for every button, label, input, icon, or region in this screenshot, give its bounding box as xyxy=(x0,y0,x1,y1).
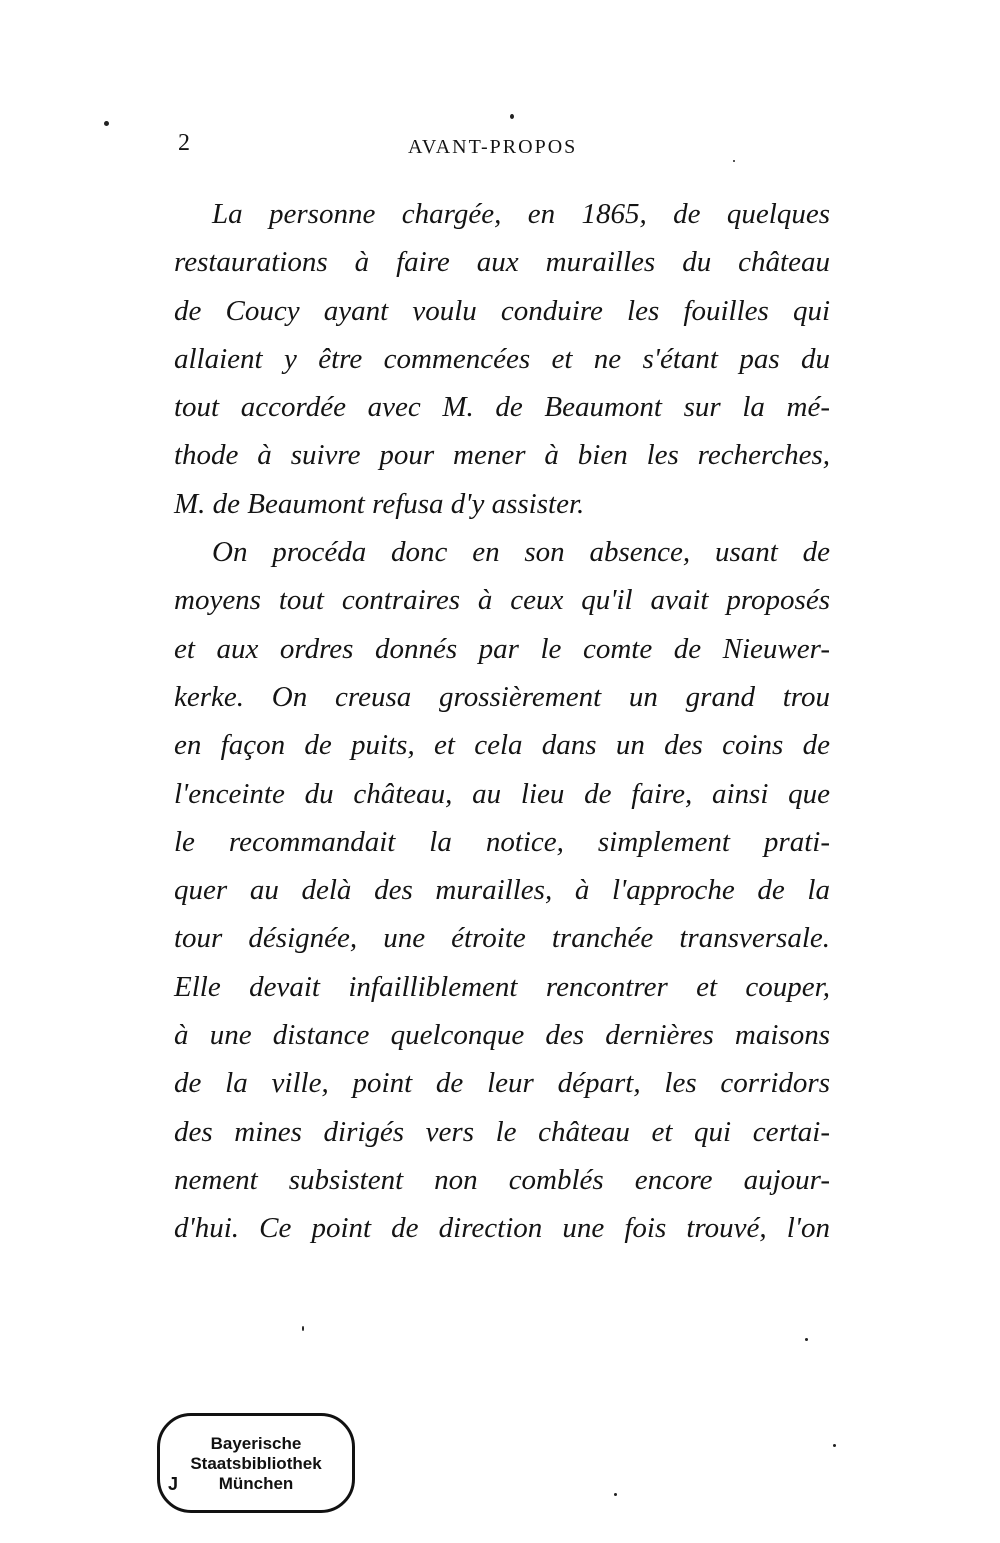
text-line: thode à suivre pour mener à bien les recherches, xyxy=(174,439,830,472)
body-text xyxy=(174,190,830,1253)
text-line: M. de Beaumont refusa d'y assister. xyxy=(174,487,585,520)
text-line: en façon de puits, et cela dans un des coins de xyxy=(174,729,830,762)
running-head: AVANT-PROPOS xyxy=(408,136,578,158)
scan-speck xyxy=(614,1493,617,1496)
text-line: d'hui. Ce point de direction une fois trouvé, l'on xyxy=(174,1212,830,1245)
text-line: restaurations à faire aux murailles du château xyxy=(174,246,830,279)
text-line: quer au delà des murailles, à l'approche de la xyxy=(174,874,830,907)
text-line: allaient y être commencées et ne s'étant pas du xyxy=(174,342,830,375)
stamp-text xyxy=(160,1434,352,1494)
text-line: tout accordée avec M. de Beaumont sur la mé- xyxy=(174,391,830,424)
text-line: et aux ordres donnés par le comte de Nieuwer- xyxy=(174,632,830,665)
stamp-line: Bayerische xyxy=(210,1434,302,1453)
text-line: des mines dirigés vers le château et qui certai- xyxy=(174,1115,830,1148)
text-line: le recommandait la notice, simplement prati- xyxy=(174,825,830,858)
library-stamp xyxy=(157,1413,355,1513)
scan-speck xyxy=(833,1444,836,1447)
text-line: de Coucy ayant voulu conduire les fouilles qui xyxy=(174,294,830,327)
text-line: à une distance quelconque des dernières maisons xyxy=(174,1019,830,1052)
scan-speck xyxy=(510,114,514,119)
text-line: moyens tout contraires à ceux qu'il avait proposés xyxy=(174,584,830,617)
stamp-line: Staatsbibliothek xyxy=(190,1454,322,1473)
text-line: de la ville, point de leur départ, les corridors xyxy=(174,1067,830,1100)
text-line: kerke. On creusa grossièrement un grand trou xyxy=(174,680,830,713)
scan-speck xyxy=(104,121,109,126)
scan-speck xyxy=(805,1338,808,1341)
stamp-mark: J xyxy=(168,1474,179,1494)
text-line: nement subsistent non comblés encore aujour- xyxy=(174,1163,830,1196)
text-line: La personne chargée, en 1865, de quelques xyxy=(212,198,830,230)
text-line: Elle devait infailliblement rencontrer et couper, xyxy=(174,970,830,1003)
scan-speck xyxy=(302,1326,304,1331)
text-line: On procéda donc en son absence, usant de xyxy=(212,536,830,569)
scan-speck xyxy=(733,160,735,162)
text-line: tour désignée, une étroite tranchée transversale. xyxy=(174,922,830,955)
page-number: 2 xyxy=(178,130,190,156)
stamp-line: München xyxy=(218,1474,294,1493)
text-line: l'enceinte du château, au lieu de faire, ainsi que xyxy=(174,777,830,810)
